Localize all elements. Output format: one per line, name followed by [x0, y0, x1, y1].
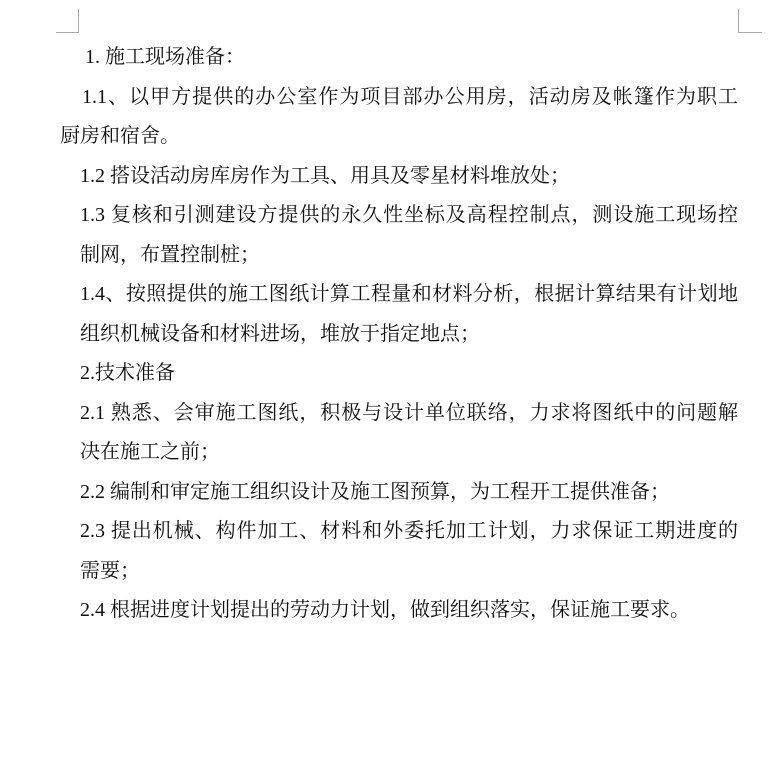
paragraph-2-2: [0, 473, 781, 513]
text-line: 制网，布置控制桩；: [80, 243, 260, 266]
text-line: 2.1 熟悉、会审施工图纸，积极与设计单位联络，力求将图纸中的问题解: [80, 401, 738, 424]
paragraph-1-2: [0, 157, 781, 197]
paragraph-2-1: [0, 394, 781, 473]
text-line: 需要；: [80, 559, 140, 582]
paragraph-2-4: [0, 591, 781, 631]
paragraph-1-3: [0, 196, 781, 275]
text-line: 1.2 搭设活动房库房作为工具、用具及零星材料堆放处；: [80, 164, 570, 187]
document-body[interactable]: [0, 38, 781, 631]
paragraph-1-4: [0, 275, 781, 354]
paragraph-1-1: [0, 78, 781, 157]
text-line: 2.2 编制和审定施工组织设计及施工图预算，为工程开工提供准备；: [80, 480, 670, 503]
text-line: 1.1、以甲方提供的办公室作为项目部办公用房，活动房及帐篷作为职工: [82, 85, 738, 108]
text-line: 1.3 复核和引测建设方提供的永久性坐标及高程控制点，测设施工现场控: [80, 204, 738, 226]
text-line: 1.4、按照提供的施工图纸计算工程量和材料分析，根据计算结果有计划地: [80, 283, 738, 305]
section-heading-site-preparation: [0, 38, 781, 78]
text-line: 2.3 提出机械、构件加工、材料和外委托加工计划，力求保证工期进度的: [80, 520, 738, 542]
text-line: 2.技术准备: [80, 362, 175, 384]
text-line: 厨房和宿舍。: [60, 125, 180, 147]
text-line: 1. 施工现场准备：: [85, 46, 245, 68]
margin-corner-mark-top-left: [56, 9, 79, 33]
section-heading-technical-preparation: [0, 354, 781, 394]
text-line: 2.4 根据进度计划提出的劳动力计划，做到组织落实，保证施工要求。: [80, 599, 690, 621]
paragraph-2-3: [0, 512, 781, 591]
margin-corner-mark-top-right: [738, 9, 762, 33]
text-line: 决在施工之前；: [80, 441, 220, 463]
text-line: 组织机械设备和材料进场，堆放于指定地点；: [80, 322, 480, 345]
